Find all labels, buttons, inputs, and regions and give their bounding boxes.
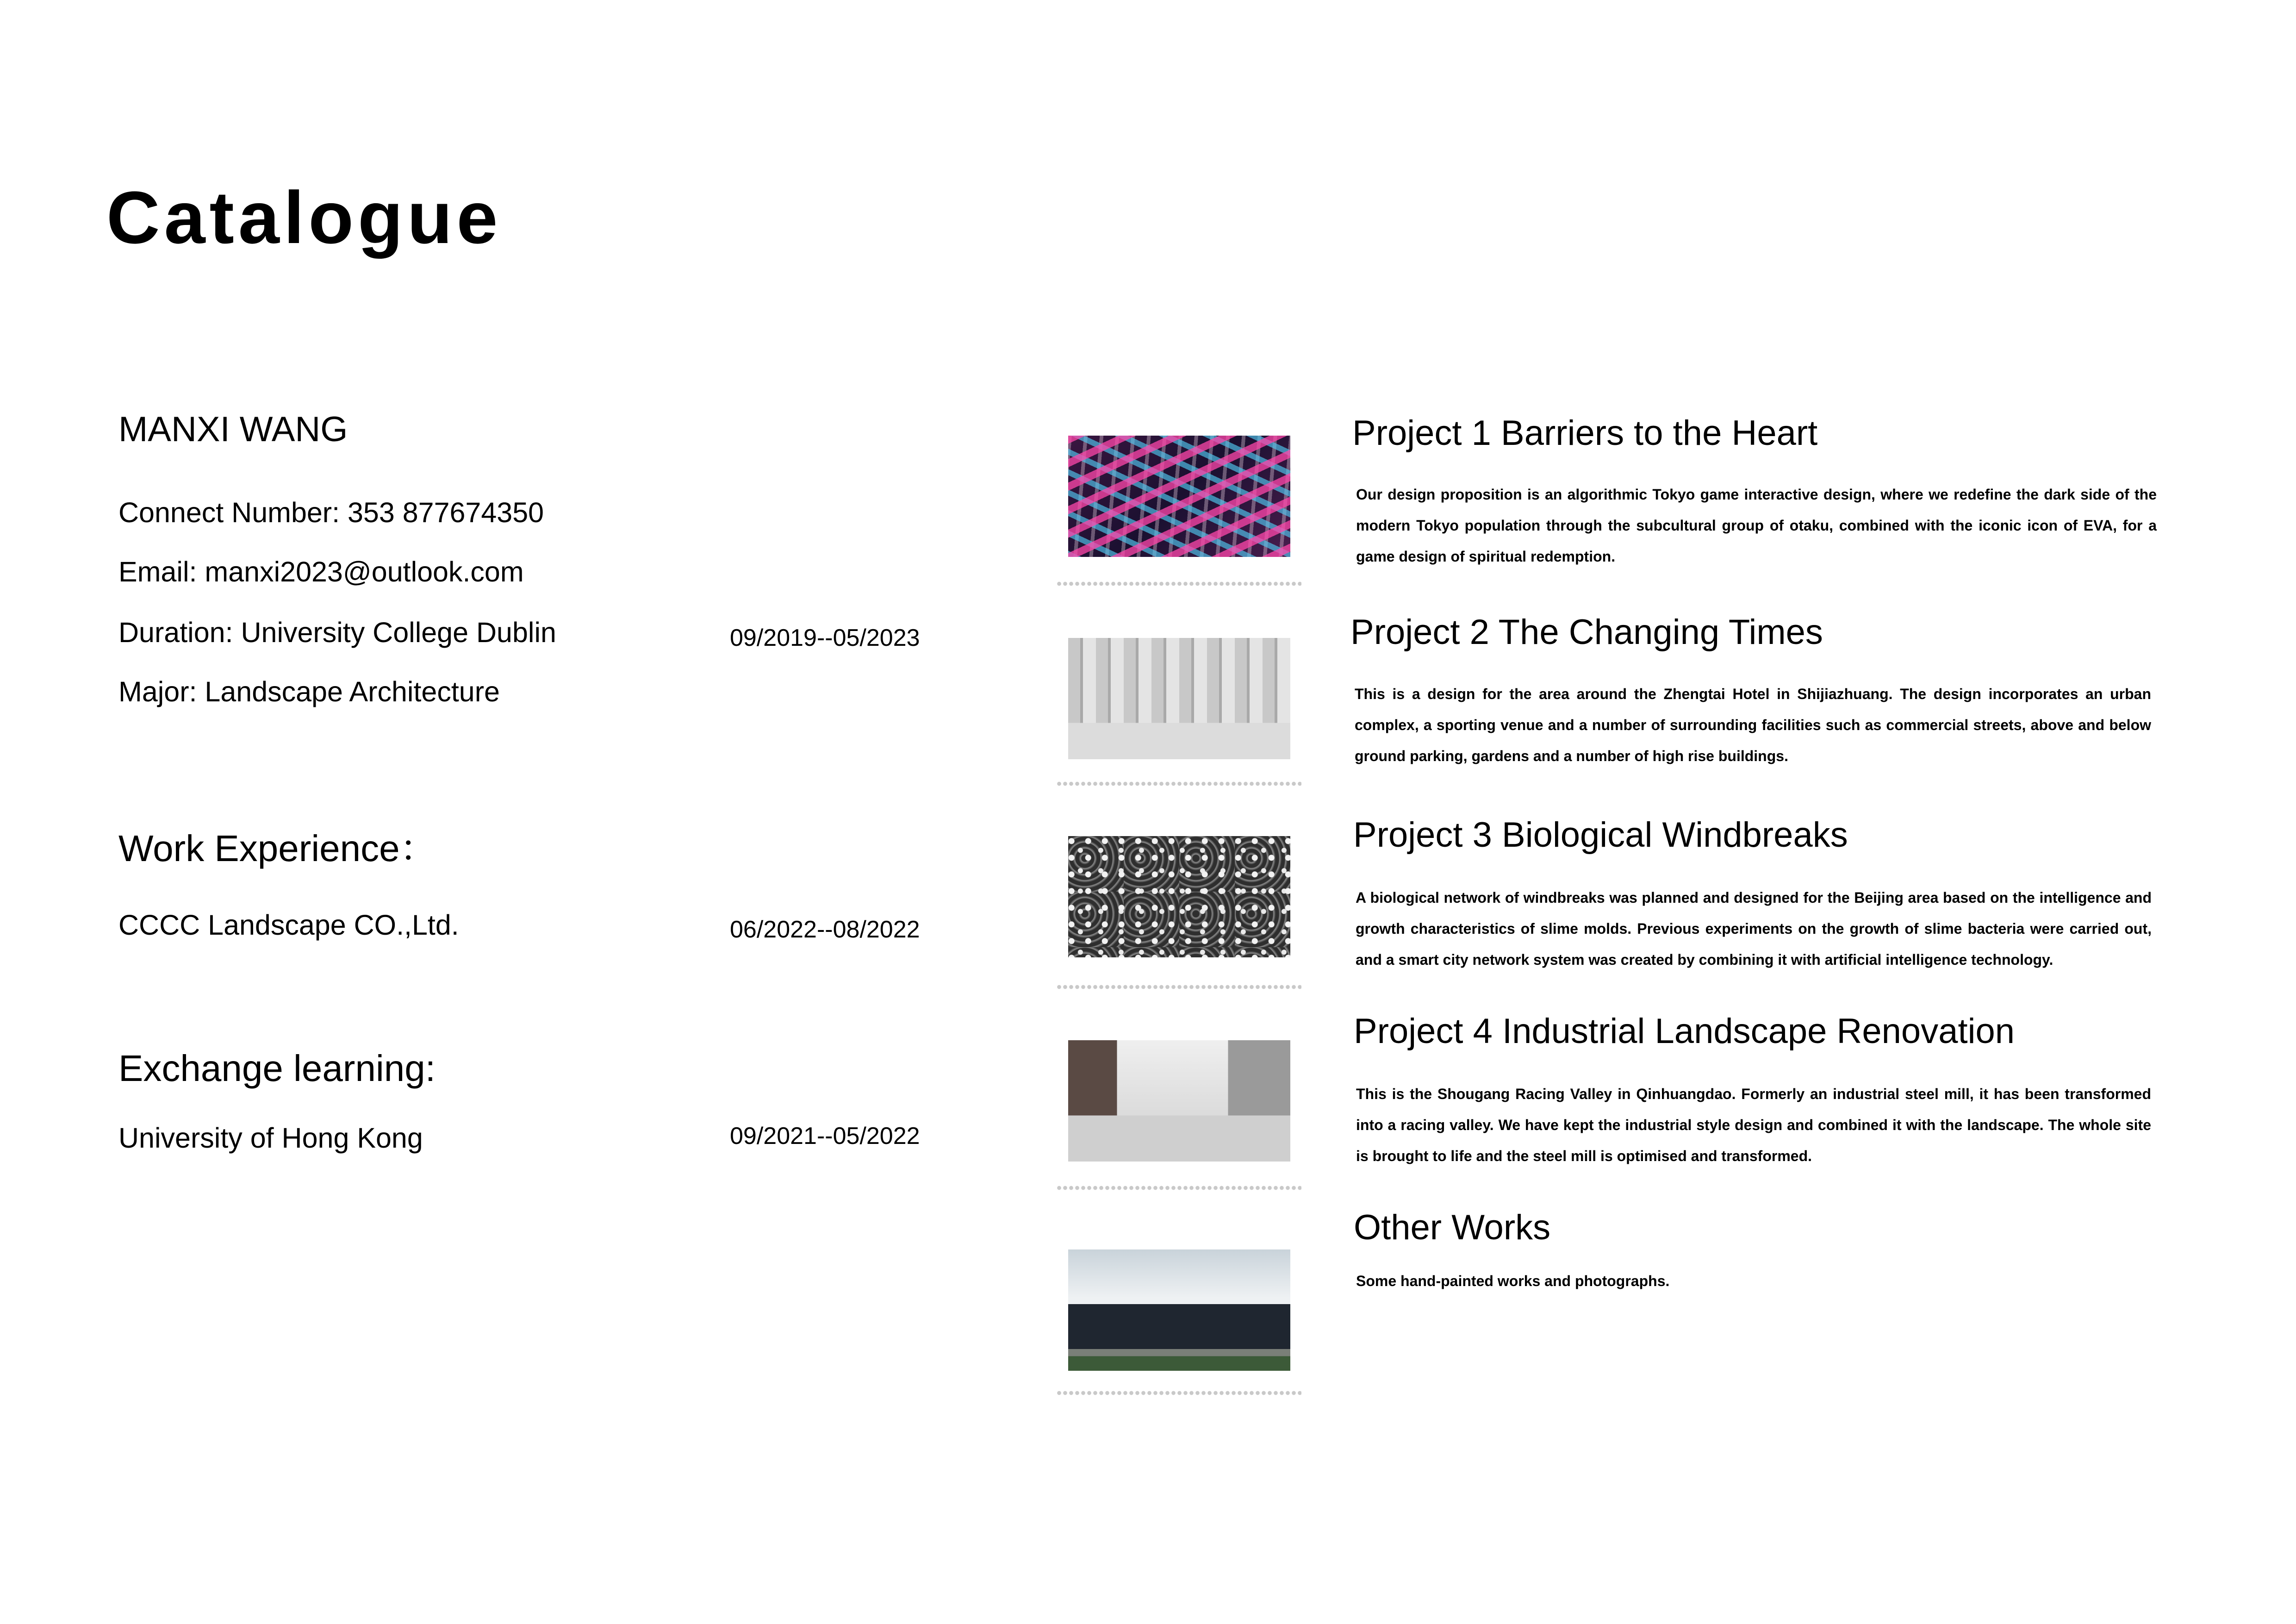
education-duration: Duration: University College Dublin	[118, 617, 556, 648]
project-4-title: Project 4 Industrial Landscape Renovation	[1354, 1012, 2015, 1051]
exchange-date: 09/2021--05/2022	[730, 1123, 920, 1149]
page-title: Catalogue	[106, 176, 502, 259]
other-works-thumbnail	[1068, 1249, 1290, 1371]
project-4-description: This is the Shougang Racing Valley in Qinhuangdao. Formerly an industrial steel mill, it has been transformed into a racing valley. We have kept the industrial style design and combined it with the landscape. The whole site is brought to life and the steel mill is optimised and transformed.	[1356, 1086, 2151, 1164]
project-3-description: A biological network of windbreaks was planned and designed for the Beijing area based on the intelligence and growth characteristics of slime molds. Previous experiments on the growth of slime bacteria were carried out, and a smart city network system was created by combining it with artificial intelligence technology.	[1356, 889, 2152, 968]
work-date: 06/2022--08/2022	[730, 916, 920, 943]
connect-number: Connect Number: 353 877674350	[118, 497, 544, 528]
project-3-title: Project 3 Biological Windbreaks	[1353, 815, 1848, 855]
project-3-thumbnail	[1068, 836, 1290, 957]
project-1-description: Our design proposition is an algorithmic Tokyo game interactive design, where we redefine the dark side of the modern Tokyo population through the subcultural group of otaku, combined with the iconic icon of EVA, for a game design of spiritual redemption.	[1356, 486, 2157, 565]
project-2-description: This is a design for the area around the Zhengtai Hotel in Shijiazhuang. The design incorporates an urban complex, a sporting venue and a number of surrounding facilities such as commercial streets, above and below ground parking, gardens and a number of high rise buildings.	[1355, 686, 2151, 764]
separator-dots	[1056, 581, 1301, 587]
separator-dots	[1056, 984, 1301, 990]
separator-dots	[1056, 781, 1301, 787]
other-works-description: Some hand-painted works and photographs.	[1356, 1273, 1670, 1289]
exchange-school: University of Hong Kong	[118, 1122, 423, 1154]
profile-name: MANXI WANG	[118, 410, 348, 449]
separator-dots	[1056, 1185, 1301, 1191]
education-date: 09/2019--05/2023	[730, 625, 920, 651]
work-experience-heading: Work Experience：	[118, 828, 437, 869]
email: Email: manxi2023@outlook.com	[118, 556, 524, 587]
exchange-heading: Exchange learning:	[118, 1048, 436, 1089]
project-2-thumbnail	[1068, 638, 1290, 759]
major: Major: Landscape Architecture	[118, 676, 500, 707]
project-4-thumbnail	[1068, 1040, 1290, 1162]
project-2-title: Project 2 The Changing Times	[1350, 612, 1823, 652]
separator-dots	[1056, 1390, 1301, 1396]
project-1-thumbnail	[1068, 436, 1290, 557]
work-company: CCCC Landscape CO.,Ltd.	[118, 909, 459, 941]
project-1-title: Project 1 Barriers to the Heart	[1352, 413, 1818, 453]
other-works-title: Other Works	[1354, 1208, 1551, 1247]
